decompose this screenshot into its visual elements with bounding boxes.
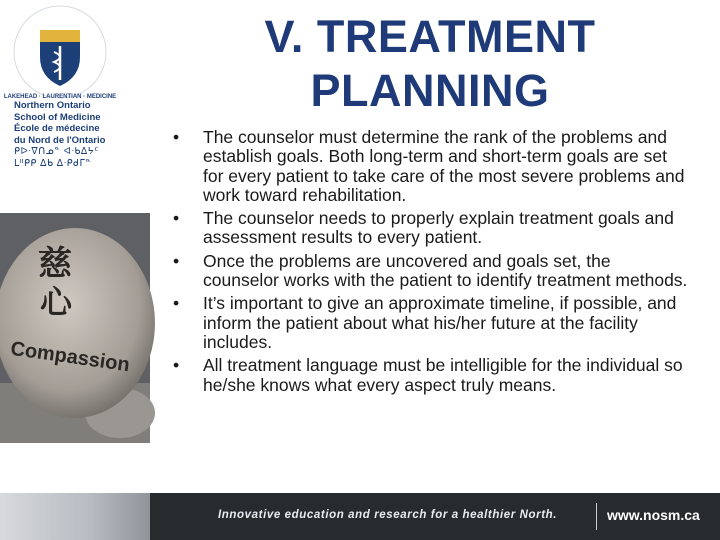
school-name-line: du Nord de l'Ontario: [14, 134, 106, 146]
bullet-list: [170, 128, 690, 399]
svg-text:心: 心: [40, 283, 73, 321]
footer-divider: [596, 503, 597, 530]
school-name-line: Northern Ontario: [14, 100, 91, 111]
footer-photo-strip: [0, 493, 150, 540]
bullet-item: [170, 209, 690, 248]
bullet-text: The counselor needs to properly explain treatment goals and assessment results to every patient.: [203, 208, 674, 248]
school-name-line: ᒪᐦᑭᑭ ᐃᑲ ᐃᐧᑭᑯᒥᓐ: [14, 157, 92, 169]
footer-url-link[interactable]: www.nosm.ca: [607, 507, 700, 523]
title-line: V. TREATMENT: [264, 11, 596, 62]
bullet-item: [170, 294, 690, 352]
bullet-dot: •: [173, 293, 180, 314]
title-line: PLANNING: [310, 65, 550, 116]
compassion-stone-photo: [0, 213, 150, 443]
bullet-item: [170, 128, 690, 205]
slide-title: [180, 10, 680, 118]
school-name-line: École de médecine: [14, 123, 100, 134]
bullet-dot: •: [173, 208, 180, 229]
bullet-dot: •: [173, 127, 180, 147]
bullet-dot: •: [173, 355, 180, 376]
bullet-text: Once the problems are uncovered and goals set, the counselor works with the patient to identify treatment methods.: [203, 250, 688, 291]
bullet-text: It’s important to give an approximate timeline, if possible, and inform the patient about what his/her future at the facility includes.: [203, 293, 677, 352]
footer-bar: [0, 493, 720, 540]
bullet-item: [170, 252, 690, 291]
nosm-crest-logo: [3, 2, 117, 102]
school-names: [14, 100, 144, 169]
footer-tagline: Innovative education and research for a healthier North.: [218, 509, 558, 521]
bullet-dot: •: [173, 250, 180, 271]
school-name-line: School of Medicine: [14, 111, 101, 123]
sidebar: [0, 0, 150, 493]
logo-ring-text: LAKEHEAD · LAURENTIAN · MEDICINE: [3, 94, 117, 100]
svg-text:慈: 慈: [38, 244, 72, 284]
bullet-text: All treatment language must be intelligible for the individual so he/she knows what every aspect truly means.: [203, 355, 683, 395]
stone-text: Compassion: [9, 337, 132, 377]
school-name-line: ᑭᐅᐧᐁᑎᓄᓐ ᐊᐧᑲᐃᔭᑦ: [14, 146, 99, 157]
bullet-item: [170, 356, 690, 395]
bullet-text: The counselor must determine the rank of the problems and establish goals. Both long-term and short-term goals are set for every patient to take care of the most severe problems and work toward rehabilitation.: [203, 127, 685, 205]
